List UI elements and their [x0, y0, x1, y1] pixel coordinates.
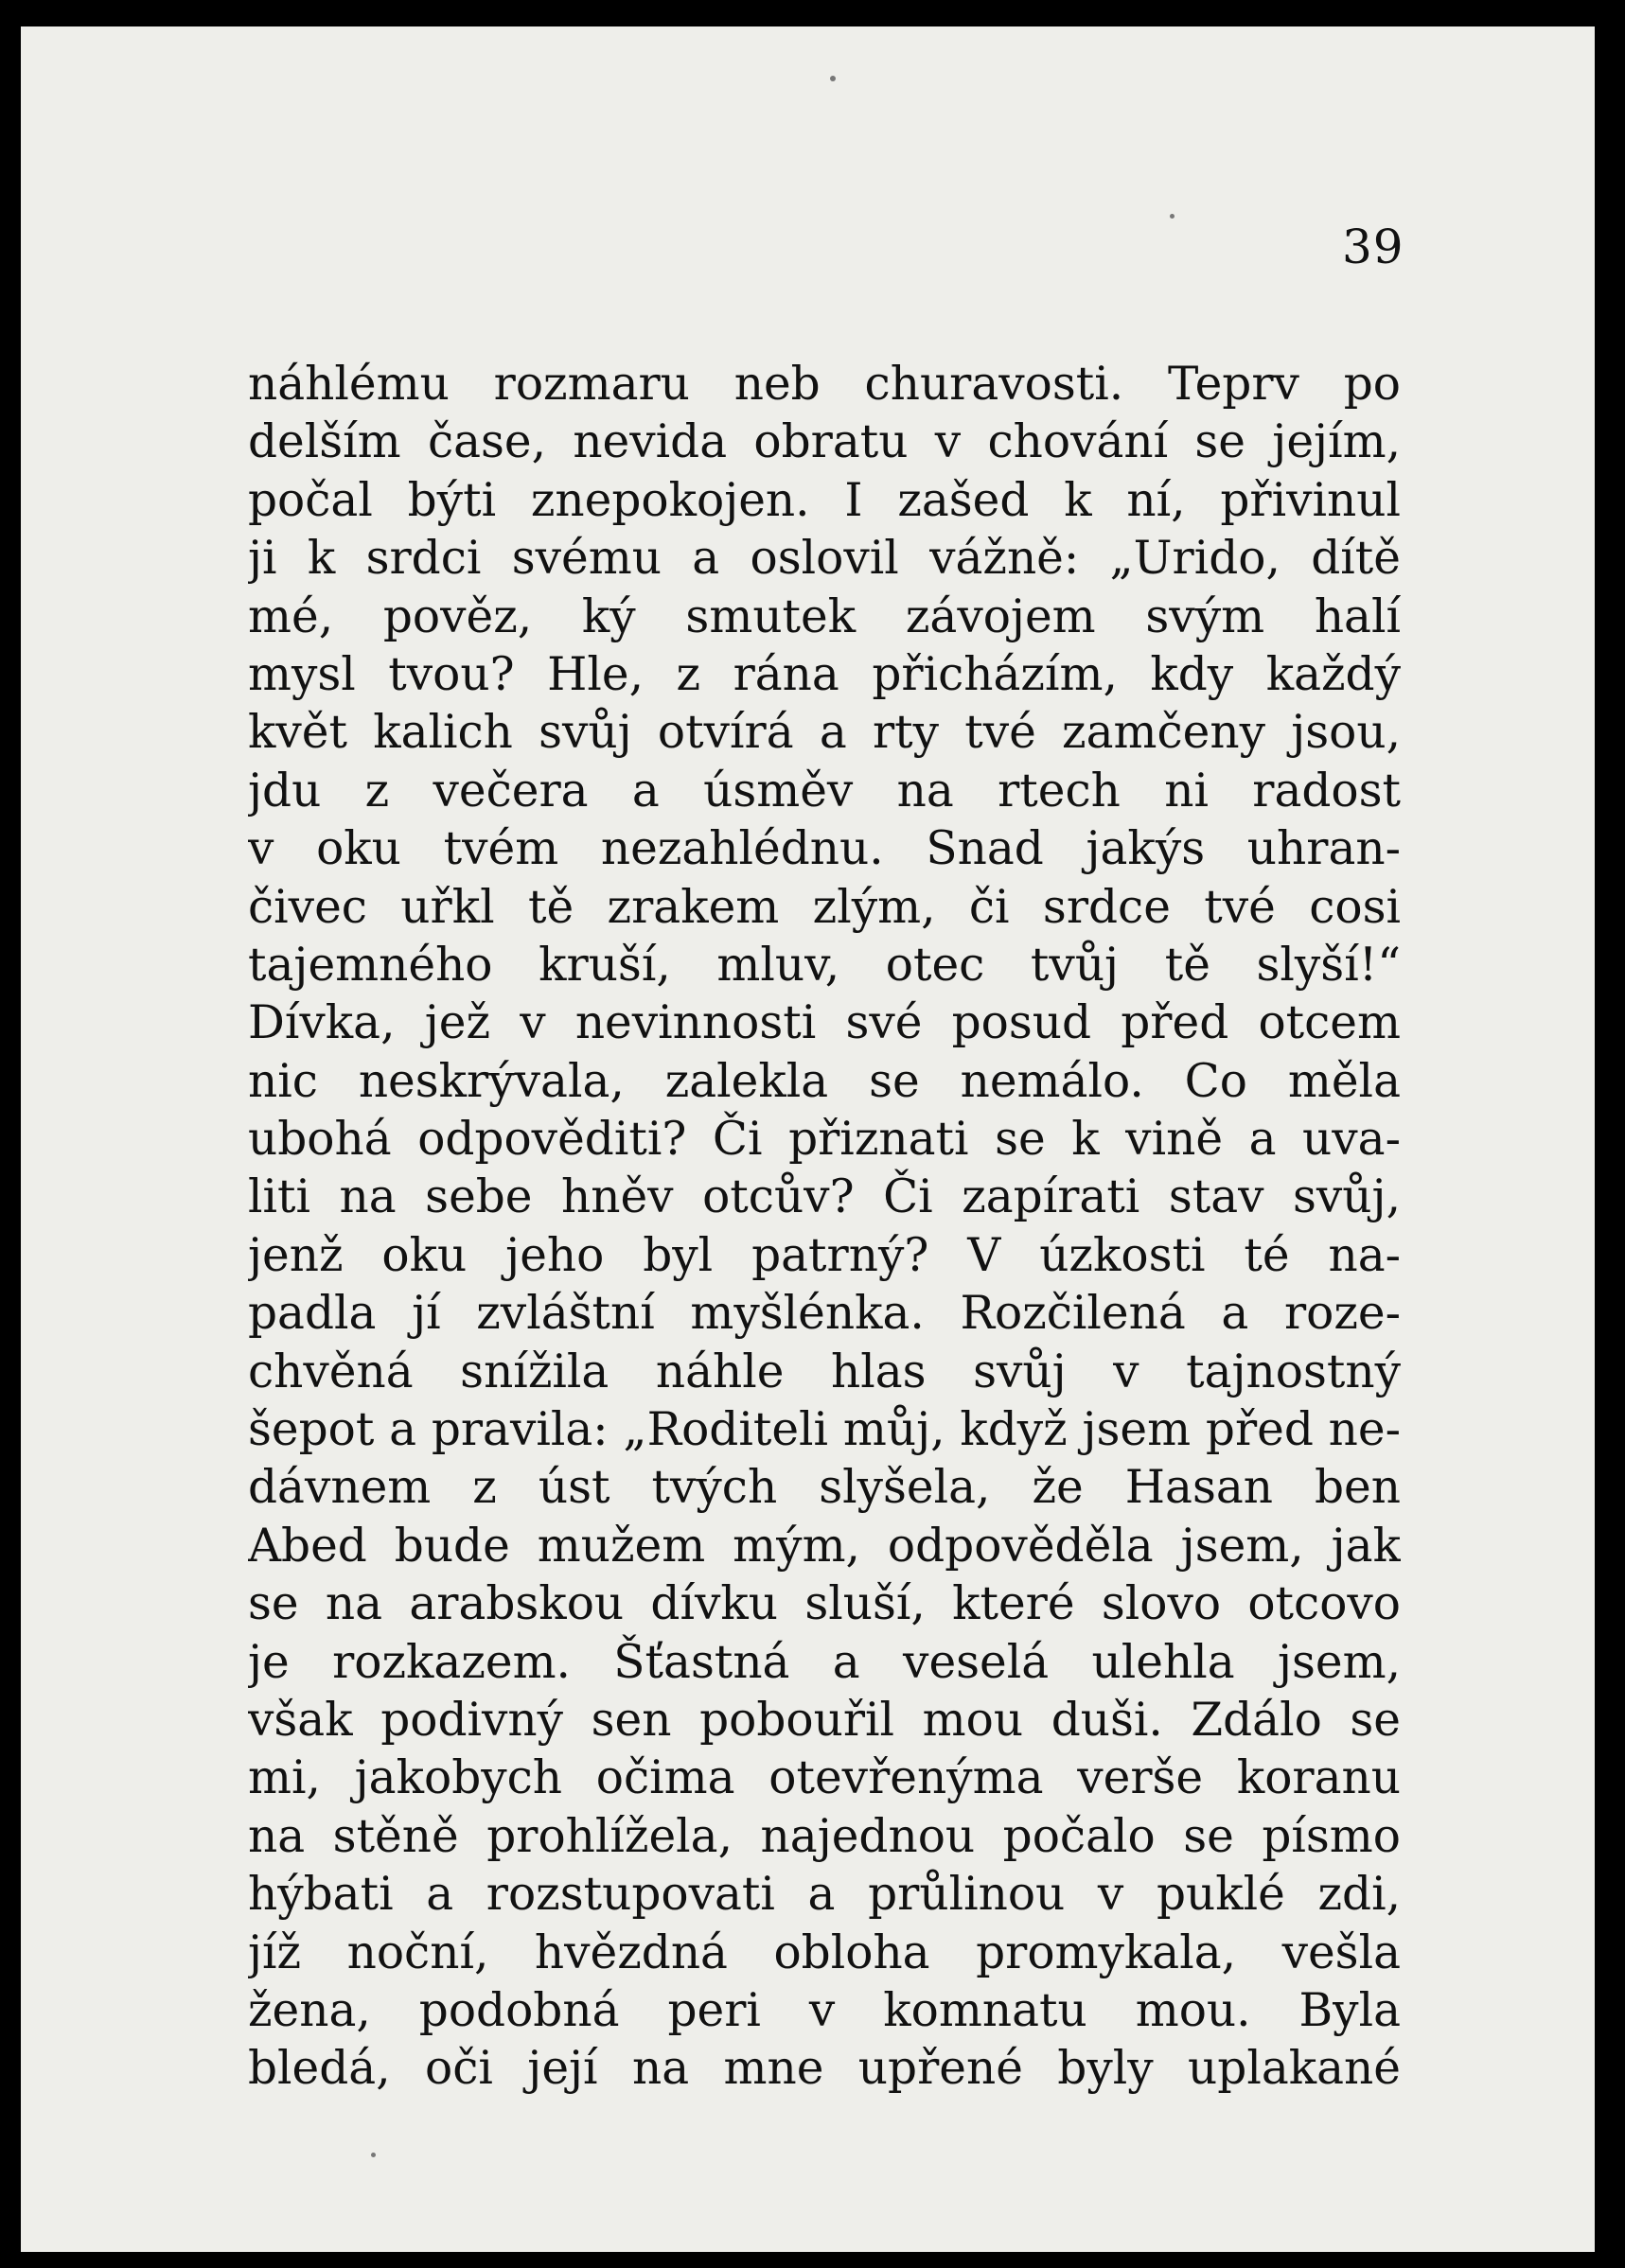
text-line: jíž noční, hvězdná obloha promykala, vešla	[248, 1925, 1401, 1979]
text-line: počal býti znepokojen. I zašed k ní, přivinul	[248, 473, 1401, 527]
text-line: jdu z večera a úsměv na rtech ni radost	[248, 764, 1401, 818]
text-line: šepot a pravila: „Roditeli můj, když jsem před ne-	[248, 1403, 1401, 1457]
text-line: hýbati a rozstupovati a průlinou v puklé zdi,	[248, 1868, 1401, 1922]
text-line: ubohá odpověditi? Či přiznati se k vině a uva-	[248, 1113, 1401, 1167]
text-line: mysl tvou? Hle, z rána přicházím, kdy každý	[248, 647, 1401, 701]
page-number: 39	[1342, 220, 1404, 274]
dust-speck	[1170, 214, 1175, 219]
text-line: dávnem z úst tvých slyšela, že Hasan ben	[248, 1461, 1401, 1515]
scan-right-border	[1595, 0, 1617, 2268]
text-line: delším čase, nevida obratu v chování se jejím,	[248, 415, 1401, 469]
text-line: mi, jakobych očima otevřenýma verše koranu	[248, 1751, 1401, 1805]
dust-speck	[830, 76, 836, 81]
text-line: chvěná snížila náhle hlas svůj v tajnostný	[248, 1345, 1401, 1398]
text-line: však podivný sen pobouřil mou duši. Zdálo se	[248, 1693, 1401, 1747]
text-line: na stěně prohlížela, najednou počalo se písmo	[248, 1809, 1401, 1863]
text-line: ji k srdci svému a oslovil vážně: „Urido, dítě	[248, 532, 1401, 586]
text-line: Dívka, jež v nevinnosti své posud před otcem	[248, 996, 1401, 1050]
text-line: jenž oku jeho byl patrný? V úzkosti té na-	[248, 1228, 1401, 1282]
text-line: v oku tvém nezahlédnu. Snad jakýs uhran-	[248, 822, 1401, 876]
text-line: čivec uřkl tě zrakem zlým, či srdce tvé cosi	[248, 880, 1401, 934]
text-line: bledá, oči její na mne upřené byly uplakané	[248, 2042, 1401, 2096]
text-line: liti na sebe hněv otcův? Či zapírati stav svůj,	[248, 1170, 1401, 1224]
text-line: padla jí zvláštní myšlénka. Rozčilená a roze-	[248, 1287, 1401, 1341]
text-line: květ kalich svůj otvírá a rty tvé zamčeny jsou,	[248, 706, 1401, 760]
scan-left-border	[0, 0, 21, 2268]
text-line: Abed bude mužem mým, odpověděla jsem, jak	[248, 1519, 1401, 1573]
text-line: se na arabskou dívku sluší, které slovo otcovo	[248, 1577, 1401, 1631]
text-line: náhlému rozmaru neb churavosti. Teprv po	[248, 358, 1401, 411]
body-text	[248, 356, 1401, 2099]
text-line: je rozkazem. Šťastná a veselá ulehla jsem,	[248, 1635, 1401, 1689]
text-line: žena, podobná peri v komnatu mou. Byla	[248, 1983, 1401, 2037]
text-line: mé, pověz, ký smutek závojem svým halí	[248, 589, 1401, 643]
text-line: tajemného kruší, mluv, otec tvůj tě slyší!“	[248, 938, 1401, 992]
text-line: nic neskrývala, zalekla se nemálo. Co měla	[248, 1054, 1401, 1108]
dust-speck	[371, 2153, 376, 2157]
